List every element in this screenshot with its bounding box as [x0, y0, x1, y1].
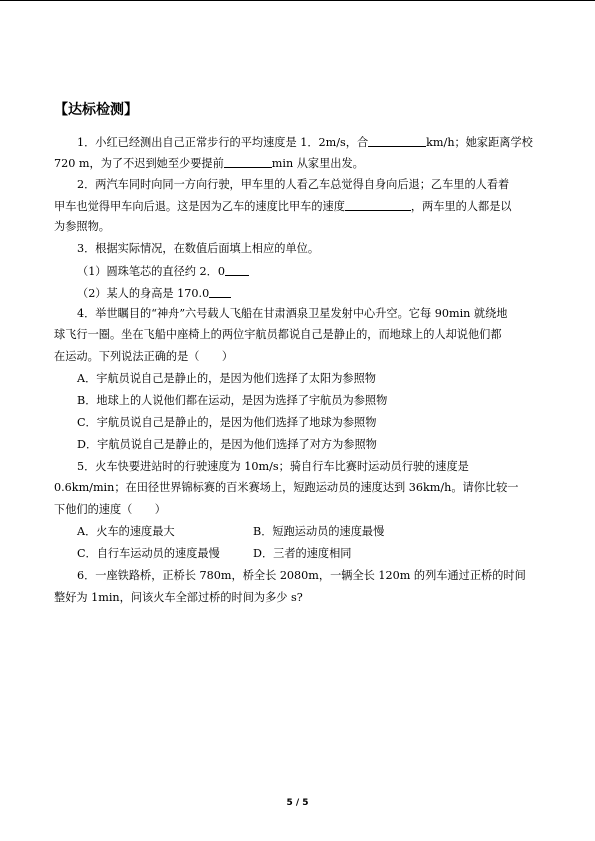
- q5-line-1: 5．火车快要进站时的行驶速度为 10m/s；骑自行车比赛时运动员行驶的速度是: [77, 460, 469, 473]
- q4-option-d[interactable]: D．宇航员说自己是静止的，是因为他们选择了对方为参照物: [77, 438, 377, 451]
- q5-line-3: 下他们的速度（ ）: [54, 503, 166, 516]
- q4-line-3: 在运动。下列说法正确的是（ ）: [54, 350, 234, 363]
- page-number: 5 / 5: [286, 798, 309, 808]
- q3-blank-2[interactable]: [209, 286, 231, 298]
- q3-sub-2-text: （2）某人的身高是 170.0: [77, 287, 210, 300]
- q3-line-1: 3．根据实际情况，在数值后面填上相应的单位。: [77, 242, 320, 255]
- q2-blank-1[interactable]: [345, 199, 411, 211]
- q5-line-2: 0.6km/min；在田径世界锦标赛的百米赛场上，短跑运动员的速度达到 36km/h。请你比较一: [54, 481, 519, 494]
- q3-sub-1: [77, 264, 249, 279]
- q4-option-a[interactable]: A．宇航员说自己是静止的，是因为他们选择了太阳为参照物: [77, 372, 376, 385]
- q4-option-b[interactable]: B．地球上的人说他们都在运动，是因为选择了宇航员为参照物: [77, 394, 388, 407]
- q1-text-a: 1．小红已经测出自己正常步行的平均速度是 1．2m/s，合: [77, 136, 369, 149]
- section-title: 【达标检测】: [54, 102, 138, 118]
- q3-sub-1-text: （1）圆珠笔芯的直径约 2．0: [77, 265, 225, 278]
- q6-line-2: 整好为 1min，问该火车全部过桥的时间为多少 s?: [54, 591, 303, 604]
- top-border-line: [0, 0, 595, 1]
- q5-option-c[interactable]: C．自行车运动员的速度最慢: [77, 547, 220, 560]
- q2-line-2: [54, 199, 512, 214]
- q2-line-1: 2．两汽车同时向同一方向行驶，甲车里的人看乙车总觉得自身向后退；乙车里的人看着: [77, 178, 510, 191]
- q1-blank-2[interactable]: [224, 156, 272, 168]
- q1-line-2: [54, 156, 364, 171]
- q2-text-a: 甲车也觉得甲车向后退。这是因为乙车的速度比甲车的速度: [54, 200, 345, 213]
- q6-line-1: 6．一座铁路桥，正桥长 780m，桥全长 2080m，一辆全长 120m 的列车通过正桥的时间: [77, 569, 526, 582]
- q4-option-c[interactable]: C．宇航员说自己是静止的，是因为他们选择了地球为参照物: [77, 416, 377, 429]
- q2-line-3: 为参照物。: [54, 220, 110, 233]
- q5-option-d[interactable]: D．三者的速度相同: [253, 547, 352, 560]
- q1-text-c: 720 m，为了不迟到她至少要提前: [54, 157, 224, 170]
- q1-blank-1[interactable]: [368, 135, 426, 147]
- q1-text-b: km/h；她家距离学校: [426, 136, 533, 149]
- q5-option-b[interactable]: B．短跑运动员的速度最慢: [253, 525, 385, 538]
- q2-text-b: ，两车里的人都是以: [410, 200, 512, 213]
- q4-line-2: 球飞行一圈。坐在飞船中座椅上的两位宇航员都说自己是静止的，而地球上的人却说他们都: [54, 328, 502, 341]
- q3-blank-1[interactable]: [225, 264, 249, 276]
- q4-line-1: 4．举世瞩目的“神舟”六号载人飞船在甘肃酒泉卫星发射中心升空。它每 90min 就绕地: [77, 307, 508, 320]
- q1-line-1: [77, 135, 533, 150]
- q5-option-a[interactable]: A．火车的速度最大: [77, 525, 175, 538]
- q3-sub-2: [77, 286, 231, 301]
- q1-text-d: min 从家里出发。: [271, 157, 364, 170]
